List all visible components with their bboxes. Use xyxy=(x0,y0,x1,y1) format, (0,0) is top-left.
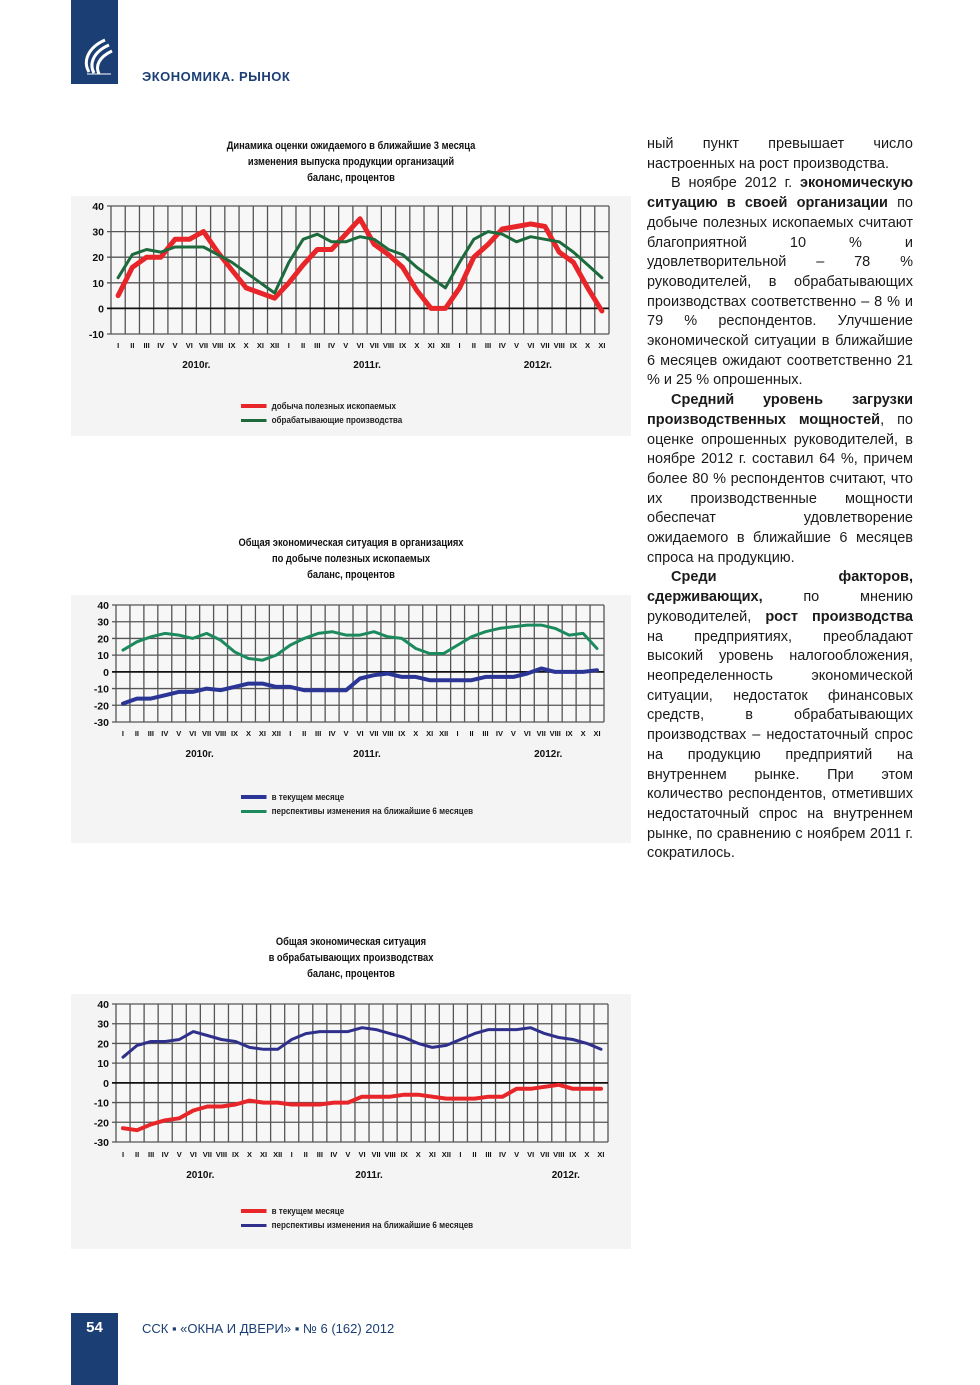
x-tick-label: IX xyxy=(230,729,239,738)
chart-mining-situation xyxy=(71,535,631,843)
y-tick-label: -10 xyxy=(93,1097,109,1110)
x-tick-label: VIII xyxy=(382,341,395,350)
x-tick-label: IV xyxy=(161,1150,169,1159)
x-tick-label: X xyxy=(245,729,251,738)
y-tick-label: 0 xyxy=(103,1077,109,1090)
x-tick-label: IX xyxy=(399,341,407,350)
article-paragraph xyxy=(647,391,913,568)
text-run: ный пункт превышает число настроенных на рост производства. xyxy=(647,136,913,172)
x-tick-label: X xyxy=(415,1150,421,1159)
chart-legend xyxy=(241,790,473,818)
x-tick-label: IX xyxy=(228,341,236,350)
x-tick-label: III xyxy=(314,341,321,350)
x-tick-label: V xyxy=(343,729,349,738)
y-tick-label: 0 xyxy=(98,303,104,316)
x-tick-label: XII xyxy=(273,1150,283,1159)
y-tick-label: -20 xyxy=(93,1117,109,1130)
x-tick-label: III xyxy=(315,729,322,738)
chart-area xyxy=(71,595,631,843)
x-tick-label: III xyxy=(147,729,154,738)
x-tick-label: VIII xyxy=(553,341,565,350)
x-tick-label: XI xyxy=(593,729,601,738)
bold-phrase: Среди факторов, сдерживающих, xyxy=(647,569,913,606)
x-tick-label: VI xyxy=(356,341,364,350)
x-tick-label: I xyxy=(121,1150,125,1159)
x-tick-label: II xyxy=(302,729,307,738)
y-tick-label: 20 xyxy=(97,633,109,646)
publication-logo-icon xyxy=(79,36,113,76)
x-tick-label: VIII xyxy=(214,729,227,738)
x-tick-label: VIII xyxy=(215,1150,228,1159)
legend-item: обрабатывающие производства xyxy=(241,413,402,427)
x-tick-label: V xyxy=(176,1150,182,1159)
x-tick-label: III xyxy=(485,1150,492,1159)
y-tick-label: 0 xyxy=(103,666,109,679)
x-tick-label: XI xyxy=(427,341,435,350)
chart-title: Общая экономическая ситуация в обрабатывающих производствах баланс, процентов xyxy=(268,936,434,980)
article-text-column xyxy=(647,135,913,864)
article-paragraph xyxy=(647,568,913,864)
x-tick-label: V xyxy=(510,729,516,738)
y-tick-label: 10 xyxy=(97,1058,109,1071)
x-tick-label: III xyxy=(316,1150,323,1159)
legend-item: добыча полезных ископаемых xyxy=(241,399,402,413)
chart-area xyxy=(71,994,631,1249)
x-tick-label: IX xyxy=(565,729,573,738)
x-tick-label: VIII xyxy=(382,729,394,738)
x-tick-label: IV xyxy=(328,729,336,738)
page-number: 54 xyxy=(86,1319,103,1336)
x-tick-label: XII xyxy=(270,341,280,350)
x-tick-label: II xyxy=(471,341,476,350)
x-tick-label: VII xyxy=(202,1150,212,1159)
chart-title: Общая экономическая ситуация в организациях по добыче полезных ископаемых баланс, процентов xyxy=(238,537,464,581)
x-tick-label: II xyxy=(300,341,306,350)
legend-swatch xyxy=(241,419,267,422)
x-tick-label: X xyxy=(414,341,420,350)
x-tick-label: X xyxy=(413,729,419,738)
plot-area xyxy=(116,605,604,722)
y-tick-label: -10 xyxy=(93,683,109,696)
text-run: по добыче полезных ископаемых считают благоприятной 10 % и удовлетворительной – 78 % руководителей, в обрабатывающих производствах соответственно – 8 % и 79 % респондентов. Улучшение экономической ситуации в ближайшие 6 месяцев ожидают соответственно 21 % и 25 % опрошенных. xyxy=(647,195,913,389)
bold-phrase: Средний уровень загрузки производственных мощностей xyxy=(647,392,913,428)
y-tick-label: 10 xyxy=(92,277,104,290)
text-run: , по оценке опрошенных руководителей, в ноябре 2012 г. составил 64 %, причем более 80 % респондентов считают, что их производственные мощности обеспечат удовлетворение ожидаемого в ближайшие 6 месяцев спроса на продукцию. xyxy=(647,411,913,566)
x-tick-label: IV xyxy=(498,341,506,350)
legend-swatch xyxy=(241,810,267,813)
x-tick-label: VIII xyxy=(549,729,561,738)
x-tick-label: IV xyxy=(327,341,336,350)
year-label: 2012г. xyxy=(534,749,563,760)
x-tick-label: VII xyxy=(371,1150,381,1159)
x-tick-label: XI xyxy=(598,341,606,350)
year-label: 2010г. xyxy=(182,360,211,371)
x-tick-label: XII xyxy=(441,1150,451,1159)
article-paragraph xyxy=(647,135,913,174)
x-tick-label: I xyxy=(456,729,459,738)
text-run: по мнению руководителей, xyxy=(647,589,913,625)
x-tick-label: III xyxy=(482,729,489,738)
legend-item: в текущем месяце xyxy=(241,790,473,804)
legend-item: в текущем месяце xyxy=(241,1204,473,1218)
x-tick-label: VII xyxy=(202,729,212,738)
legend-swatch xyxy=(241,795,267,799)
x-tick-label: V xyxy=(172,341,178,350)
article-paragraph xyxy=(647,174,913,391)
bold-phrase: рост производства xyxy=(765,608,914,625)
year-label: 2011г. xyxy=(353,360,381,371)
x-tick-label: IV xyxy=(157,341,165,350)
x-tick-label: VII xyxy=(540,1150,550,1159)
text-run: В ноябре 2012 г. xyxy=(671,175,800,192)
x-tick-label: VII xyxy=(369,729,379,738)
y-tick-label: 20 xyxy=(92,252,104,265)
plot-area xyxy=(116,1004,608,1142)
x-tick-label: I xyxy=(459,1150,462,1159)
x-tick-label: IV xyxy=(495,729,503,738)
legend-swatch xyxy=(241,1224,267,1227)
section-title: ЭКОНОМИКА. РЫНОК xyxy=(142,69,291,84)
header-bar xyxy=(71,0,118,84)
x-tick-label: I xyxy=(287,341,290,350)
x-tick-label: X xyxy=(247,1150,253,1159)
x-tick-label: XII xyxy=(271,729,281,738)
x-tick-label: III xyxy=(143,341,150,350)
x-tick-label: IX xyxy=(231,1150,240,1159)
x-tick-label: II xyxy=(134,729,140,738)
year-label: 2010г. xyxy=(185,749,214,760)
year-label: 2012г. xyxy=(551,1170,580,1181)
x-tick-label: X xyxy=(580,729,586,738)
y-tick-label: 40 xyxy=(97,999,109,1011)
x-tick-label: XI xyxy=(256,341,264,350)
chart-area xyxy=(71,196,631,436)
legend-swatch xyxy=(241,1209,267,1213)
x-tick-label: VIII xyxy=(553,1150,565,1159)
x-tick-label: VI xyxy=(523,729,531,738)
x-tick-label: I xyxy=(290,1150,293,1159)
x-tick-label: VII xyxy=(540,341,550,350)
x-tick-label: IX xyxy=(400,1150,408,1159)
x-tick-label: V xyxy=(176,729,182,738)
x-tick-label: I xyxy=(458,341,461,350)
publication-info: ССК ▪ «ОКНА И ДВЕРИ» ▪ № 6 (162) 2012 xyxy=(142,1321,395,1336)
x-tick-label: I xyxy=(289,729,292,738)
y-tick-label: 10 xyxy=(97,650,109,663)
legend-item: перспективы изменения на ближайшие 6 месяцев xyxy=(241,1218,473,1232)
x-tick-label: X xyxy=(585,341,591,350)
x-tick-label: II xyxy=(469,729,474,738)
x-tick-label: XII xyxy=(439,729,449,738)
chart-legend xyxy=(241,399,402,427)
x-tick-label: IX xyxy=(569,341,577,350)
x-tick-label: XI xyxy=(258,729,266,738)
y-tick-label: 20 xyxy=(97,1038,109,1051)
x-tick-label: VI xyxy=(189,1150,197,1159)
chart-output-expectations xyxy=(71,138,631,436)
x-tick-label: XII xyxy=(440,341,450,350)
x-tick-label: VI xyxy=(185,341,193,350)
x-tick-label: VI xyxy=(527,341,535,350)
x-tick-label: II xyxy=(134,1150,140,1159)
x-tick-label: II xyxy=(472,1150,477,1159)
x-tick-label: XI xyxy=(260,1150,268,1159)
x-tick-label: II xyxy=(130,341,135,350)
x-tick-label: V xyxy=(345,1150,351,1159)
y-tick-label: -30 xyxy=(93,717,109,729)
x-tick-label: IV xyxy=(499,1150,507,1159)
x-tick-label: V xyxy=(343,341,349,350)
x-tick-label: X xyxy=(584,1150,590,1159)
year-label: 2010г. xyxy=(186,1170,215,1181)
chart-legend xyxy=(241,1204,473,1232)
year-label: 2012г. xyxy=(523,360,552,371)
x-tick-label: IV xyxy=(161,729,169,738)
legend-swatch xyxy=(241,404,267,408)
footer-bar xyxy=(71,1313,118,1385)
x-tick-label: II xyxy=(303,1150,308,1159)
x-tick-label: V xyxy=(514,1150,520,1159)
x-tick-label: VI xyxy=(358,1150,366,1159)
y-tick-label: 40 xyxy=(97,600,109,612)
bold-phrase: экономическую ситуацию в своей организации xyxy=(647,175,913,212)
x-tick-label: IX xyxy=(569,1150,577,1159)
x-tick-label: XI xyxy=(428,1150,436,1159)
text-run: на предприятиях, преобладают высокий уровень налогообложения, неопределенность экономической ситуации, недостаток финансовых средств, в обрабатывающих производствах – недостаточный спрос на продукцию предприятий на внутреннем рынке. При этом количество респондентов, отметивших недостаточный спрос на внутреннем рынке, по сравнению с ноябрем 2011 г. сократилось. xyxy=(647,628,913,862)
x-tick-label: XI xyxy=(426,729,434,738)
x-tick-label: I xyxy=(117,341,120,350)
x-tick-label: VIII xyxy=(212,341,224,350)
x-tick-label: III xyxy=(484,341,492,350)
year-label: 2011г. xyxy=(355,1170,383,1181)
x-tick-label: VI xyxy=(527,1150,535,1159)
x-tick-label: VIII xyxy=(384,1150,396,1159)
chart-title: Динамика оценки ожидаемого в ближайшие 3 месяца изменения выпуска продукции организаций баланс, процентов xyxy=(226,140,476,184)
x-tick-label: VI xyxy=(356,729,364,738)
x-tick-label: VI xyxy=(189,729,197,738)
x-tick-label: VII xyxy=(369,341,379,350)
x-tick-label: XI xyxy=(597,1150,605,1159)
chart-manufacturing-situation xyxy=(71,934,631,1249)
x-tick-label: VII xyxy=(198,341,209,350)
x-tick-label: VII xyxy=(536,729,546,738)
x-tick-label: I xyxy=(121,729,125,738)
y-tick-label: -20 xyxy=(93,700,109,713)
y-tick-label: 30 xyxy=(97,616,109,629)
y-tick-label: 30 xyxy=(97,1018,109,1031)
legend-item: перспективы изменения на ближайшие 6 месяцев xyxy=(241,804,473,818)
y-tick-label: -10 xyxy=(88,329,104,341)
y-tick-label: 40 xyxy=(92,201,104,213)
x-tick-label: III xyxy=(148,1150,155,1159)
y-tick-label: -30 xyxy=(93,1137,109,1149)
y-tick-label: 30 xyxy=(92,226,104,239)
x-tick-label: IV xyxy=(330,1150,338,1159)
x-tick-label: X xyxy=(243,341,249,350)
x-tick-label: IX xyxy=(398,729,406,738)
year-label: 2011г. xyxy=(353,749,381,760)
x-tick-label: V xyxy=(514,341,520,350)
